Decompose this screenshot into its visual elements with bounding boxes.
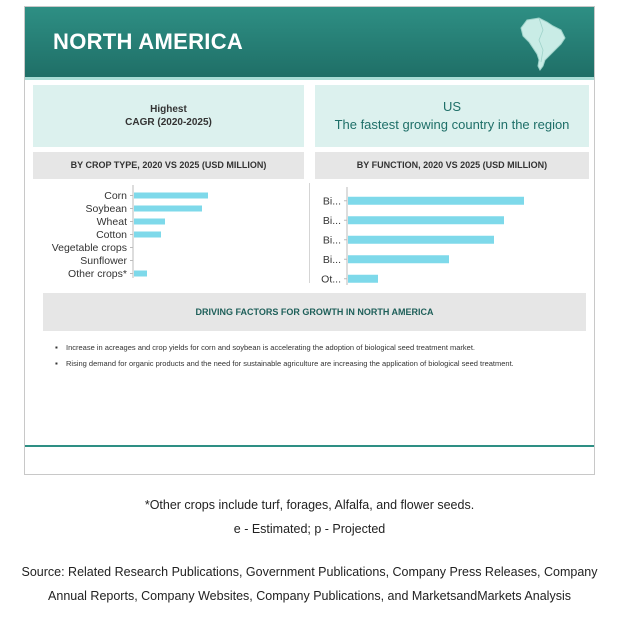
category-tick-label: Bi... bbox=[322, 234, 341, 247]
source-note: Source: Related Research Publications, Government Publications, Company Press Releases, Company Annual Reports, Company Websites, Company Publications, and MarketsandMarkets Analysis bbox=[21, 565, 598, 603]
south-america-map-icon bbox=[517, 16, 569, 72]
cagr-line2: CAGR (2020-2025) bbox=[125, 117, 212, 128]
category-tick-label: Soybean bbox=[85, 203, 127, 215]
category-tick-label: Ot... bbox=[321, 273, 341, 285]
cagr-text bbox=[33, 103, 304, 129]
bar-0 bbox=[134, 193, 208, 199]
category-tick-label: Wheat bbox=[96, 216, 127, 228]
function-bar-chart bbox=[311, 183, 589, 285]
country-note: The fastest growing country in the region bbox=[334, 117, 570, 132]
crop-type-section-header: BY CROP TYPE, 2020 VS 2025 (USD MILLION) bbox=[33, 152, 304, 179]
category-tick-label: Sunflower bbox=[80, 255, 127, 267]
bar-1 bbox=[134, 206, 202, 212]
bar-2 bbox=[348, 236, 494, 244]
driving-factors-list bbox=[55, 343, 561, 375]
category-tick-label: Vegetable crops bbox=[51, 242, 127, 254]
region-header bbox=[25, 7, 594, 80]
cagr-highlight-box bbox=[33, 85, 304, 147]
category-tick-label: Cotton bbox=[96, 229, 127, 241]
country-highlight-box bbox=[315, 85, 589, 147]
region-title: NORTH AMERICA bbox=[53, 29, 244, 54]
bar-6 bbox=[134, 271, 147, 277]
infographic-frame bbox=[24, 6, 595, 475]
function-section-header: BY FUNCTION, 2020 VS 2025 (USD MILLION) bbox=[315, 152, 589, 179]
country-text bbox=[315, 98, 589, 134]
driving-factor-item: ▪ Increase in acreages and crop yields for corn and soybean is accelerating the adoption of biological seed treatment market. bbox=[55, 343, 561, 353]
cagr-line1: Highest bbox=[150, 104, 187, 115]
bottom-divider bbox=[25, 445, 594, 447]
bar-1 bbox=[348, 216, 504, 224]
category-tick-label: Corn bbox=[104, 190, 127, 202]
bar-2 bbox=[134, 219, 165, 225]
category-tick-label: Bi... bbox=[322, 253, 341, 266]
bar-3 bbox=[134, 232, 161, 238]
bar-3 bbox=[348, 255, 449, 263]
category-tick-label: Other crops* bbox=[68, 268, 127, 280]
bar-4 bbox=[348, 275, 378, 283]
driving-factor-item: ▪ Rising demand for organic products and the need for sustainable agriculture are increasing the application of biological seed treatment. bbox=[55, 359, 561, 369]
bar-0 bbox=[348, 197, 524, 205]
category-tick-label: Bi... bbox=[322, 195, 341, 208]
crop-type-bar-chart bbox=[29, 183, 309, 285]
footnote-other-crops: *Other crops include turf, forages, Alfalfa, and flower seeds. bbox=[144, 498, 475, 512]
driving-factors-header: DRIVING FACTORS FOR GROWTH IN NORTH AMERICA bbox=[43, 293, 586, 331]
footnote-estimates: e - Estimated; p - Projected bbox=[233, 522, 386, 536]
chart-divider bbox=[309, 183, 310, 283]
country-name: US bbox=[442, 99, 462, 114]
category-tick-label: Bi... bbox=[322, 214, 341, 227]
